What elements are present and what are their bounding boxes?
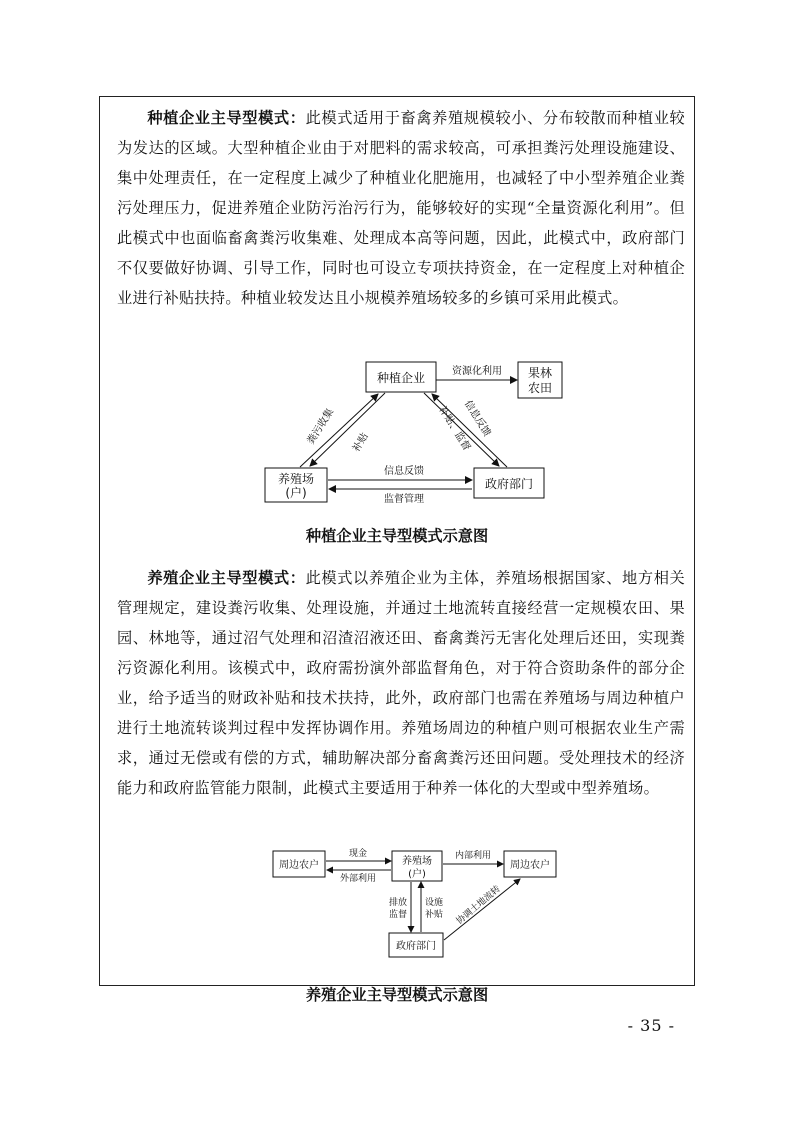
- node-center-label-1: 养殖场: [402, 856, 432, 867]
- node-nearby-farmers-right-label: 周边农户: [510, 860, 550, 871]
- page-number: - 35 -: [627, 1016, 675, 1035]
- label-supervision-bottom: 监督管理: [384, 494, 424, 505]
- label-land-transfer: 协调土地流转: [454, 884, 503, 927]
- section-heading-planting: 种植企业主导型模式：: [147, 109, 306, 127]
- paragraph-body-breeding: 此模式以养殖企业为主体，养殖场根据国家、地方相关管理规定，建设粪污收集、处理设施，并通过土地流转直接经营一定规模农田、果园、林地等，通过沼气处理和沼渣沼液还田、畜禽粪污无害化处理后还田，实现粪污资源化利用。该模式中，政府需扮演外部监督角色，对于符合资助条件的部分企业，给予适当的财政补贴和技术扶持，此外，政府部门也需在养殖场与周边种植户进行土地流转谈判过程中发挥协调作用。养殖场周边的种植户则可根据农业生产需求，通过无偿或有偿的方式，辅助解决部分畜禽粪污还田问题。受处理技术的经济能力和政府监管能力限制，此模式主要适用于种养一体化的大型或中型养殖场。: [117, 569, 686, 797]
- label-manure-collection: 粪污收集: [305, 406, 337, 447]
- section-heading-breeding: 养殖企业主导型模式：: [147, 569, 306, 587]
- label-subsidy: 补贴: [424, 910, 444, 920]
- label-supervise: 监督: [388, 910, 408, 920]
- node-center-label-2: (户): [408, 869, 426, 880]
- label-cash: 现金: [348, 849, 368, 859]
- label-discharge: 排放: [388, 898, 408, 908]
- node-nearby-farmers-left-label: 周边农户: [279, 860, 319, 871]
- label-subsidy-left: 补贴: [350, 431, 371, 455]
- label-subsidy-supervise: 补贴、监督: [436, 404, 473, 453]
- node-farm-label-1: 养殖场: [277, 472, 315, 486]
- node-orchard-label-2: 农田: [527, 381, 553, 395]
- node-government-bottom-label: 政府部门: [396, 941, 436, 952]
- caption-breeding-mode: 养殖企业主导型模式示意图: [305, 986, 489, 1004]
- node-planting-enterprise-label: 种植企业: [376, 371, 426, 385]
- label-info-feedback-right: 信息反馈: [461, 398, 493, 439]
- label-resource-use: 资源化利用: [452, 366, 502, 377]
- label-info-feedback-bottom: 信息反馈: [384, 466, 424, 477]
- label-external-use: 外部利用: [339, 874, 377, 884]
- label-facility: 设施: [424, 898, 444, 908]
- node-orchard-label-1: 果林: [527, 366, 553, 380]
- node-government-label: 政府部门: [484, 477, 534, 491]
- arrow-land-transfer: [444, 879, 520, 940]
- node-farm-label-2: (户): [285, 486, 307, 500]
- label-internal-use: 内部利用: [454, 851, 492, 861]
- caption-planting-mode: 种植企业主导型模式示意图: [305, 527, 489, 545]
- paragraph-body-planting: 此模式适用于畜禽养殖规模较小、分布较散而种植业较为发达的区域。大型种植企业由于对肥料的需求较高，可承担粪污处理设施建设、集中处理责任，在一定程度上减少了种植业化肥施用，也减轻了中小型养殖企业粪污处理压力，促进养殖企业防污治污行为，能够较好的实现“全量资源化利用”。但此模式中也面临畜禽粪污收集难、处理成本高等问题，因此，此模式中，政府部门不仅要做好协调、引导工作，同时也可设立专项扶持资金，在一定程度上对种植企业进行补贴扶持。种植业较发达且小规模养殖场较多的乡镇可采用此模式。: [117, 109, 686, 307]
